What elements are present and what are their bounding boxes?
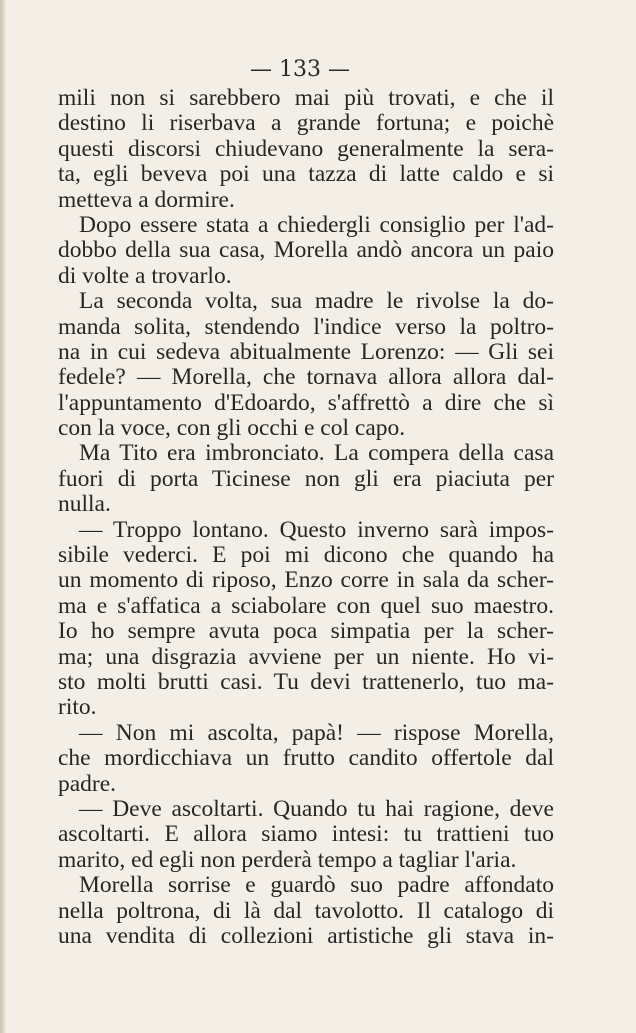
text-line: mili non si sarebbero mai più trovati, e che il [58,85,554,111]
page-number: — 133 — [250,57,350,82]
text-line: dobbo della sua casa, Morella andò ancora un paio [58,237,554,264]
text-line: ma e s'affatica a sciabolare con quel suo maestro. [58,592,554,619]
body-text [58,86,554,949]
text-line: Morella sorrise e guardò suo padre affondato [79,872,554,899]
text-line: nella poltrona, di là dal tavolotto. Il catalogo di [58,897,554,924]
text-line: fuori di porta Ticinese non gli era piaciuta per [58,465,554,492]
text-line: ma; una disgrazia avviene per un niente. Ho vi- [58,643,554,670]
text-line: ascoltarti. E allora siamo intesi: tu trattieni tuo [58,821,554,848]
text-line: sibile vederci. E poi mi dicono che quando ha [58,542,554,569]
text-line: — Deve ascoltarti. Quando tu hai ragione, deve [79,795,554,822]
text-line: rito. [58,694,97,721]
text-line: — Non mi ascolta, papà! — rispose Morella, [79,719,554,746]
text-line: di volte a trovarlo. [58,262,232,289]
text-line: Dopo essere stata a chiedergli consiglio per l'ad- [79,211,554,238]
text-line: una vendita di collezioni artistiche gli stava in- [58,922,554,949]
text-line: fedele? — Morella, che tornava allora allora dal- [58,364,554,391]
text-line: metteva a dormire. [58,186,235,213]
text-line: marito, ed egli non perderà tempo a tagliar l'aria. [58,846,517,873]
text-line: La seconda volta, sua madre le rivolse la do- [79,288,554,315]
text-line: padre. [58,770,117,797]
text-line: che mordicchiava un frutto candito offertole dal [58,745,554,772]
text-line: un momento di riposo, Enzo corre in sala da scher- [58,567,554,594]
text-line: na in cui sedeva abitualmente Lorenzo: — Gli sei [58,338,554,365]
text-line: Io ho sempre avuta poca simpatia per la scher- [58,618,554,645]
text-line: Ma Tito era imbronciato. La compera della casa [79,440,554,467]
text-line: manda solita, stendendo l'indice verso la poltro- [58,313,554,340]
text-line: — Troppo lontano. Questo inverno sarà impos- [79,516,554,543]
page-spine-shadow [0,0,6,1033]
text-line: destino li riserbava a grande fortuna; e poichè [58,110,554,137]
text-line: nulla. [58,491,111,518]
text-line: l'appuntamento d'Edoardo, s'affrettò a dire che sì [58,389,554,416]
text-line: questi discorsi chiudevano generalmente la sera- [58,135,554,162]
text-line: ta, egli beveva poi una tazza di latte caldo e si [58,161,554,188]
text-line: sto molti brutti casi. Tu devi trattenerlo, tuo ma- [58,668,554,695]
text-line: con la voce, con gli occhi e col capo. [58,415,406,442]
